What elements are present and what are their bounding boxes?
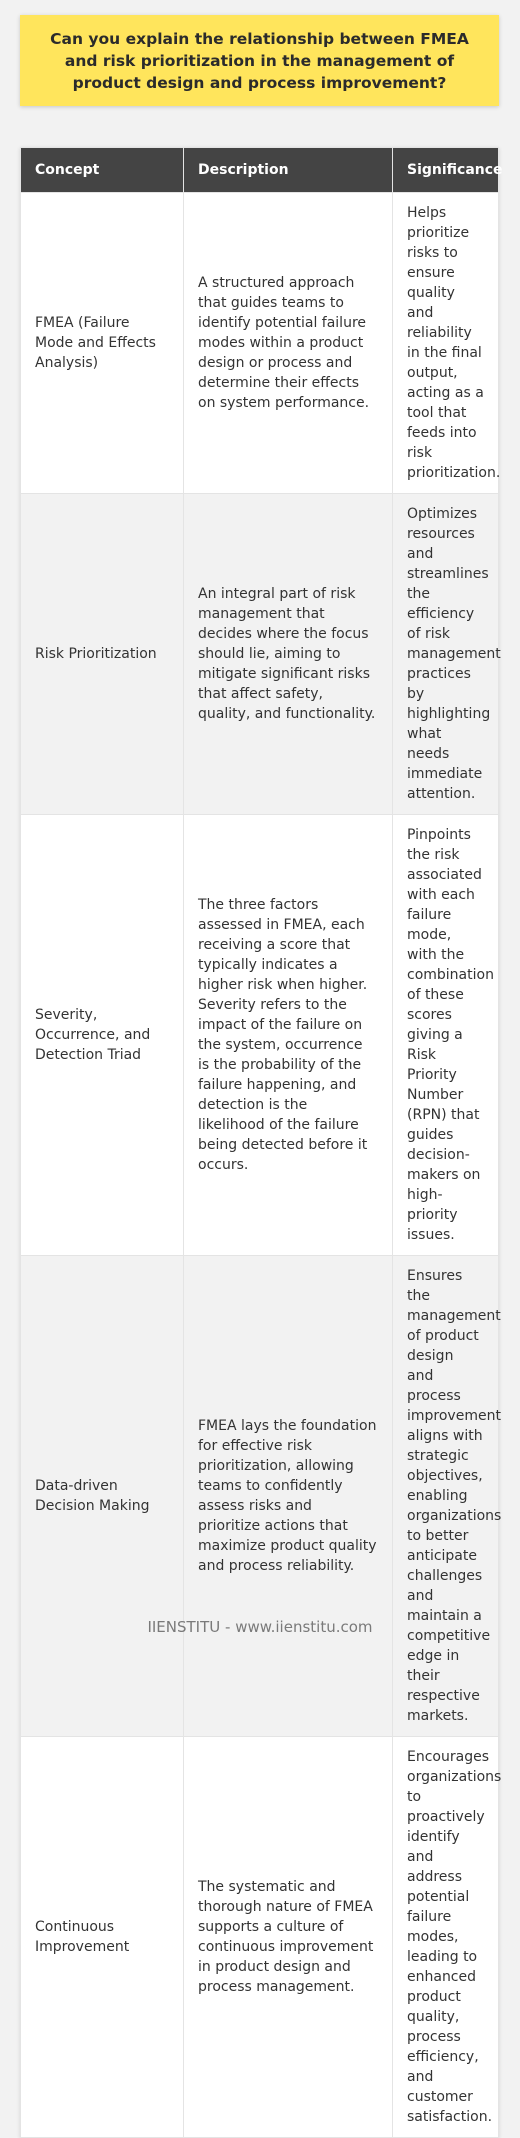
cell-significance: Encourages organizations to proactively identify and address potential failure modes, leading to enhanced product quality, process efficiency, and customer satisfaction. [393,1737,499,2138]
cell-concept: FMEA (Failure Mode and Effects Analysis) [21,193,184,494]
cell-description: A structured approach that guides teams to identify potential failure modes within a product design or process and determine their effects on system performance. [184,193,393,494]
table-row [21,1256,499,1737]
cell-concept: Data-driven Decision Making [21,1256,184,1737]
cell-concept: Severity, Occurrence, and Detection Triad [21,815,184,1256]
header-description: Description [184,148,393,193]
footer-text: IIENSTITU - www.iienstitu.com [147,1618,373,1636]
header-significance: Significance [393,148,499,193]
cell-description: FMEA lays the foundation for effective risk prioritization, allowing teams to confidently assess risks and prioritize actions that maximize product quality and process reliability. [184,1256,393,1737]
table-row [21,193,499,494]
cell-description: An integral part of risk management that decides where the focus should lie, aiming to mitigate significant risks that affect safety, quality, and functionality. [184,494,393,815]
cell-significance: Pinpoints the risk associated with each failure mode, with the combination of these scores giving a Risk Priority Number (RPN) that guides decision-makers on high-priority issues. [393,815,499,1256]
cell-significance: Optimizes resources and streamlines the efficiency of risk management practices by highlighting what needs immediate attention. [393,494,499,815]
cell-concept: Continuous Improvement [21,1737,184,2138]
cell-significance: Ensures the management of product design and process improvement aligns with strategic objectives, enabling organizations to better anticipate challenges and maintain a competitive edge in their respective markets. [393,1256,499,1737]
cell-significance: Helps prioritize risks to ensure quality and reliability in the final output, acting as a tool that feeds into risk prioritization. [393,193,499,494]
table-row [21,494,499,815]
table-row [21,1737,499,2138]
cell-concept: Risk Prioritization [21,494,184,815]
question-text: Can you explain the relationship between FMEA and risk prioritization in the management of product design and process improvement? [50,29,469,92]
header-concept: Concept [21,148,184,193]
question-banner [20,15,499,106]
table-row [21,815,499,1256]
table-header-row [21,148,499,193]
cell-description: The systematic and thorough nature of FMEA supports a culture of continuous improvement in product design and process management. [184,1737,393,2138]
concepts-table [20,147,503,2138]
cell-description: The three factors assessed in FMEA, each receiving a score that typically indicates a higher risk when higher. Severity refers to the impact of the failure on the system, occurrence is the probability of the failure happening, and detection is the likelihood of the failure being detected before it occurs. [184,815,393,1256]
